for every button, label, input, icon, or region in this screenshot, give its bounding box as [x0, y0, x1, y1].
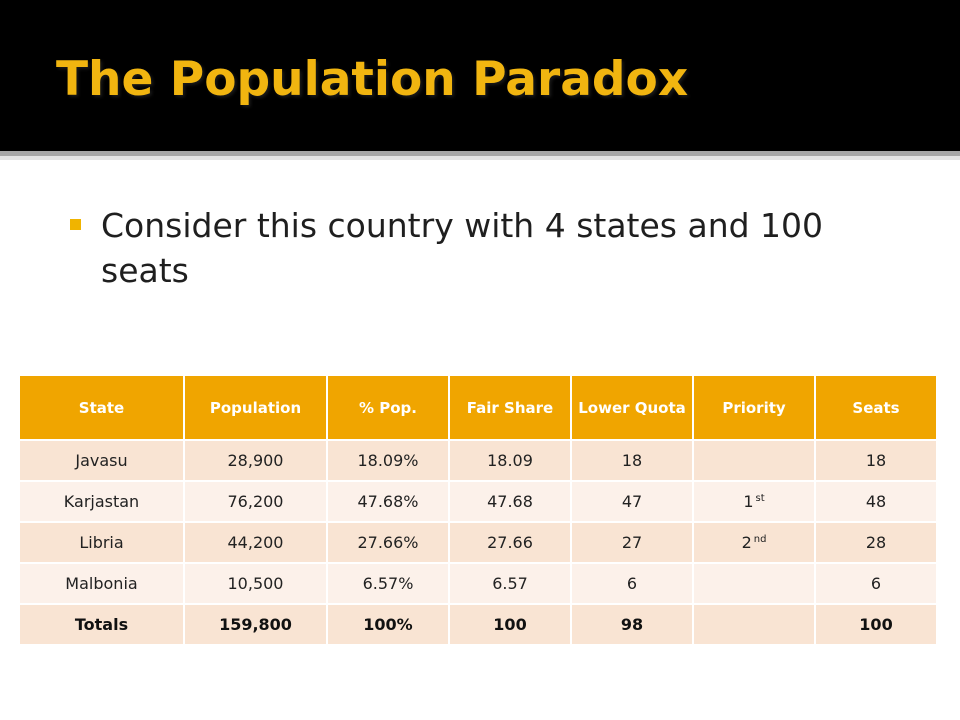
cell-fair-share: 47.68 [449, 481, 571, 522]
cell-pct-pop: 47.68% [327, 481, 449, 522]
cell-priority [693, 522, 815, 563]
cell-priority [693, 481, 815, 522]
table-header-row [20, 376, 936, 440]
cell-population: 28,900 [184, 440, 327, 481]
priority-rank: 2 [741, 533, 752, 552]
cell-fair-share: 18.09 [449, 440, 571, 481]
table-totals-row [20, 604, 936, 644]
cell-total-priority [693, 604, 815, 644]
cell-lower-quota: 47 [571, 481, 693, 522]
table-row [20, 563, 936, 604]
cell-seats: 48 [815, 481, 936, 522]
cell-population: 10,500 [184, 563, 327, 604]
cell-totals-label: Totals [20, 604, 184, 644]
table-row [20, 481, 936, 522]
cell-priority [693, 440, 815, 481]
cell-state: Javasu [20, 440, 184, 481]
cell-pct-pop: 18.09% [327, 440, 449, 481]
cell-priority [693, 563, 815, 604]
cell-seats: 6 [815, 563, 936, 604]
cell-total-fair-share: 100 [449, 604, 571, 644]
cell-total-population: 159,800 [184, 604, 327, 644]
bullet-text: Consider this country with 4 states and 100 seats [101, 206, 824, 290]
header-priority: Priority [693, 376, 815, 440]
title-bar [0, 0, 960, 151]
cell-lower-quota: 18 [571, 440, 693, 481]
cell-fair-share: 27.66 [449, 522, 571, 563]
cell-fair-share: 6.57 [449, 563, 571, 604]
header-fair-share: Fair Share [449, 376, 571, 440]
square-bullet-icon [70, 219, 81, 230]
title-divider-light [0, 156, 960, 160]
cell-population: 44,200 [184, 522, 327, 563]
header-pct-pop: % Pop. [327, 376, 449, 440]
cell-total-pct-pop: 100% [327, 604, 449, 644]
priority-ordinal-suffix: nd [753, 534, 767, 545]
apportionment-table [20, 376, 936, 644]
cell-state: Karjastan [20, 481, 184, 522]
cell-total-seats: 100 [815, 604, 936, 644]
cell-state: Libria [20, 522, 184, 563]
priority-rank: 1 [743, 492, 754, 511]
table-row [20, 440, 936, 481]
cell-total-lower-quota: 98 [571, 604, 693, 644]
cell-pct-pop: 6.57% [327, 563, 449, 604]
slide-title: The Population Paradox [56, 52, 689, 107]
header-seats: Seats [815, 376, 936, 440]
cell-pct-pop: 27.66% [327, 522, 449, 563]
cell-population: 76,200 [184, 481, 327, 522]
cell-seats: 28 [815, 522, 936, 563]
priority-ordinal-suffix: st [755, 493, 765, 504]
header-lower-quota: Lower Quota [571, 376, 693, 440]
cell-state: Malbonia [20, 563, 184, 604]
cell-seats: 18 [815, 440, 936, 481]
header-population: Population [184, 376, 327, 440]
cell-lower-quota: 27 [571, 522, 693, 563]
cell-lower-quota: 6 [571, 563, 693, 604]
header-state: State [20, 376, 184, 440]
table-row [20, 522, 936, 563]
